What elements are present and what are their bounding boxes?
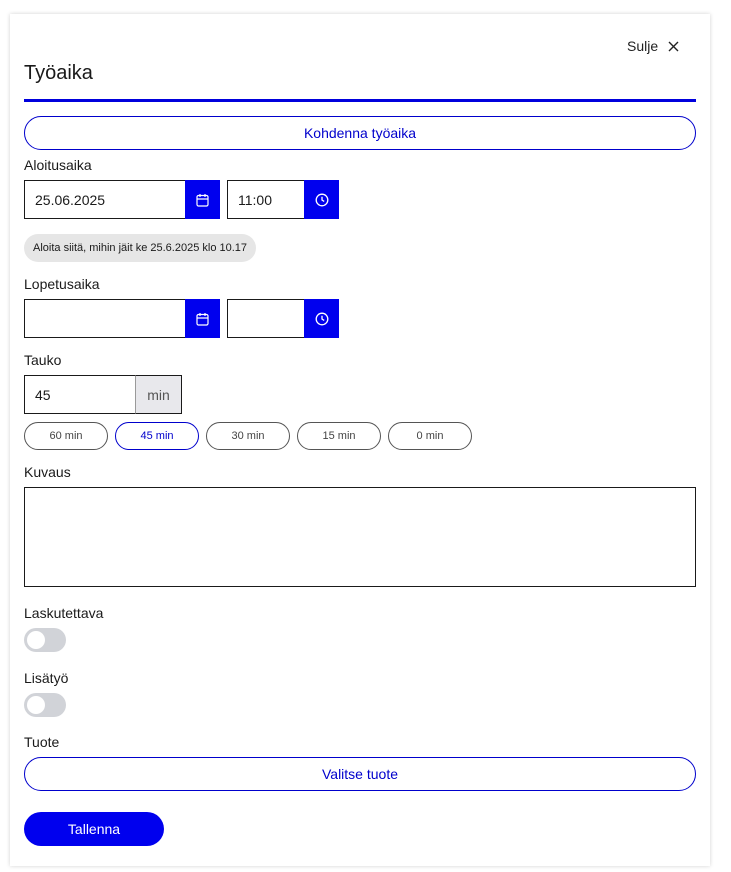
- description-label: Kuvaus: [24, 464, 71, 480]
- break-preset-0[interactable]: 0 min: [388, 422, 472, 450]
- end-date-input[interactable]: [24, 299, 186, 338]
- page-title: Työaika: [24, 62, 93, 84]
- start-time-input[interactable]: 11:00: [227, 180, 305, 219]
- close-button[interactable]: [627, 36, 679, 56]
- save-button[interactable]: Tallenna: [24, 812, 164, 846]
- calendar-icon: [196, 312, 209, 326]
- break-minutes-input[interactable]: 45: [24, 375, 136, 414]
- overtime-toggle[interactable]: [24, 693, 66, 717]
- clock-icon: [315, 193, 329, 207]
- break-preset-30[interactable]: 30 min: [206, 422, 290, 450]
- billable-toggle[interactable]: [24, 628, 66, 652]
- start-label: Aloitusaika: [24, 157, 92, 173]
- calendar-icon: [196, 193, 209, 207]
- resume-hint[interactable]: Aloita siitä, mihin jäit ke 25.6.2025 klo 10.17: [24, 234, 256, 262]
- title-divider: [24, 99, 696, 102]
- end-time-input[interactable]: [227, 299, 305, 338]
- billable-label: Laskutettava: [24, 605, 104, 621]
- break-preset-15[interactable]: 15 min: [297, 422, 381, 450]
- end-time-picker-button[interactable]: [304, 299, 339, 338]
- toggle-knob: [27, 631, 45, 649]
- start-date-input[interactable]: 25.06.2025: [24, 180, 186, 219]
- assign-worktime-button[interactable]: Kohdenna työaika: [24, 116, 696, 150]
- break-preset-45[interactable]: 45 min: [115, 422, 199, 450]
- break-preset-60[interactable]: 60 min: [24, 422, 108, 450]
- start-date-picker-button[interactable]: [185, 180, 220, 219]
- product-label: Tuote: [24, 734, 60, 750]
- close-label: Sulje: [627, 38, 659, 54]
- close-icon: [668, 41, 679, 52]
- toggle-knob: [27, 696, 45, 714]
- end-label: Lopetusaika: [24, 276, 100, 292]
- break-unit: min: [135, 375, 182, 414]
- select-product-button[interactable]: Valitse tuote: [24, 757, 696, 791]
- overtime-label: Lisätyö: [24, 670, 69, 686]
- description-textarea[interactable]: [24, 487, 696, 587]
- worktime-panel: [10, 14, 710, 866]
- break-label: Tauko: [24, 352, 62, 368]
- end-date-picker-button[interactable]: [185, 299, 220, 338]
- start-time-picker-button[interactable]: [304, 180, 339, 219]
- clock-icon: [315, 312, 329, 326]
